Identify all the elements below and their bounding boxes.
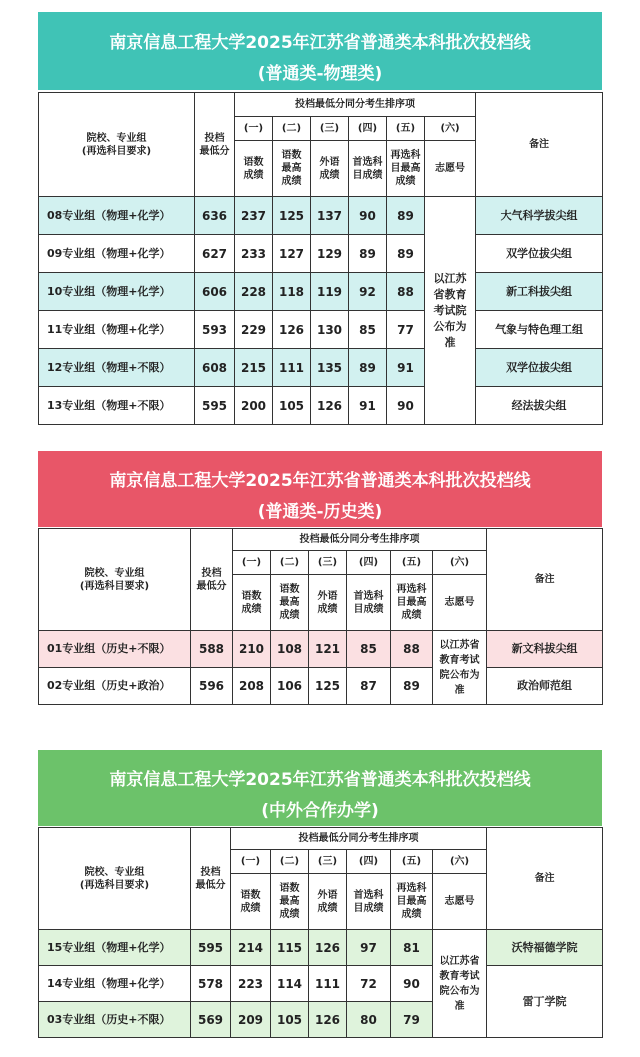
banner-joint <box>38 750 602 826</box>
header-sub: 首选科 目成绩 <box>347 575 391 631</box>
row-min-score: 608 <box>195 349 235 387</box>
row-score-3: 126 <box>309 1002 347 1038</box>
header-min-score: 投档 最低分 <box>195 93 235 197</box>
row-score-1: 215 <box>235 349 273 387</box>
row-score-4: 80 <box>347 1002 391 1038</box>
row-min-score: 636 <box>195 197 235 235</box>
row-score-5: 79 <box>391 1002 433 1038</box>
row-score-2: 108 <box>271 631 309 668</box>
header-sub: 志愿号 <box>425 141 476 197</box>
score-table <box>38 827 603 1038</box>
row-score-2: 125 <box>273 197 311 235</box>
header-num: (二) <box>273 117 311 141</box>
row-score-4: 89 <box>349 349 387 387</box>
row-note: 新工科拔尖组 <box>476 273 603 311</box>
row-min-score: 596 <box>191 668 233 705</box>
row-score-3: 126 <box>309 930 347 966</box>
header-min-score: 投档 最低分 <box>191 828 231 930</box>
row-score-2: 115 <box>271 930 309 966</box>
header-num: (二) <box>271 551 309 575</box>
row-min-score: 578 <box>191 966 231 1002</box>
row-score-3: 119 <box>311 273 349 311</box>
header-num: (六) <box>433 850 487 874</box>
header-sub: 语数 成绩 <box>233 575 271 631</box>
row-group: 09专业组（物理+化学） <box>39 235 195 273</box>
row-score-1: 229 <box>235 311 273 349</box>
header-sub: 志愿号 <box>433 874 487 930</box>
row-min-score: 627 <box>195 235 235 273</box>
row-score-4: 87 <box>347 668 391 705</box>
row-score-2: 105 <box>273 387 311 425</box>
row-min-score: 569 <box>191 1002 231 1038</box>
header-num: (五) <box>391 850 433 874</box>
header-note: 备注 <box>476 93 603 197</box>
row-score-3: 129 <box>311 235 349 273</box>
header-note: 备注 <box>487 529 603 631</box>
table-title: 南京信息工程大学2025年江苏省普通类本科批次投档线 <box>109 33 531 53</box>
row-score-1: 237 <box>235 197 273 235</box>
table-subtitle: (中外合作办学) <box>261 801 379 821</box>
row-score-5: 88 <box>387 273 425 311</box>
row-score-1: 208 <box>233 668 271 705</box>
row-group: 03专业组（历史+不限） <box>39 1002 191 1038</box>
banner-history <box>38 451 602 527</box>
table-subtitle: (普通类-物理类) <box>257 64 383 84</box>
table-title: 南京信息工程大学2025年江苏省普通类本科批次投档线 <box>109 471 531 491</box>
header-num: (三) <box>309 850 347 874</box>
row-score-2: 118 <box>273 273 311 311</box>
row-note: 双学位拔尖组 <box>476 235 603 273</box>
merged-note: 以江苏省 教育考试 院公布为 准 <box>433 930 487 1038</box>
row-note: 新文科拔尖组 <box>487 631 603 668</box>
row-group: 12专业组（物理+不限） <box>39 349 195 387</box>
row-group: 13专业组（物理+不限） <box>39 387 195 425</box>
row-score-3: 121 <box>309 631 347 668</box>
header-num: (四) <box>349 117 387 141</box>
row-score-4: 85 <box>347 631 391 668</box>
header-min-score: 投档 最低分 <box>191 529 233 631</box>
header-tiebreak: 投档最低分同分考生排序项 <box>233 529 487 551</box>
header-num: (六) <box>425 117 476 141</box>
merged-note: 以江苏省 教育考试 院公布为 准 <box>433 631 487 705</box>
table-subtitle: (普通类-历史类) <box>257 502 383 522</box>
row-score-4: 72 <box>347 966 391 1002</box>
row-min-score: 595 <box>191 930 231 966</box>
row-score-2: 114 <box>271 966 309 1002</box>
row-min-score: 593 <box>195 311 235 349</box>
row-score-4: 90 <box>349 197 387 235</box>
row-group: 08专业组（物理+化学） <box>39 197 195 235</box>
header-tiebreak: 投档最低分同分考生排序项 <box>235 93 476 117</box>
row-group: 11专业组（物理+化学） <box>39 311 195 349</box>
header-num: (一) <box>231 850 271 874</box>
header-sub: 语数 成绩 <box>231 874 271 930</box>
row-score-5: 81 <box>391 930 433 966</box>
header-sub: 再选科 目最高 成绩 <box>391 575 433 631</box>
row-score-4: 91 <box>349 387 387 425</box>
row-group: 02专业组（历史+政治） <box>39 668 191 705</box>
row-score-1: 228 <box>235 273 273 311</box>
header-num: (二) <box>271 850 309 874</box>
score-table <box>38 92 603 425</box>
row-score-5: 91 <box>387 349 425 387</box>
header-group: 院校、专业组 (再选科目要求) <box>39 529 191 631</box>
row-score-4: 92 <box>349 273 387 311</box>
row-score-5: 88 <box>391 631 433 668</box>
row-score-3: 126 <box>311 387 349 425</box>
header-num: (一) <box>235 117 273 141</box>
row-score-1: 233 <box>235 235 273 273</box>
row-note: 大气科学拔尖组 <box>476 197 603 235</box>
header-num: (六) <box>433 551 487 575</box>
header-num: (一) <box>233 551 271 575</box>
table-title: 南京信息工程大学2025年江苏省普通类本科批次投档线 <box>109 770 531 790</box>
header-sub: 语数 最高 成绩 <box>273 141 311 197</box>
row-min-score: 588 <box>191 631 233 668</box>
header-num: (五) <box>387 117 425 141</box>
row-group: 01专业组（历史+不限） <box>39 631 191 668</box>
row-score-2: 127 <box>273 235 311 273</box>
header-group: 院校、专业组 (再选科目要求) <box>39 93 195 197</box>
header-group: 院校、专业组 (再选科目要求) <box>39 828 191 930</box>
row-score-5: 89 <box>391 668 433 705</box>
row-note: 气象与特色理工组 <box>476 311 603 349</box>
row-score-4: 89 <box>349 235 387 273</box>
header-sub: 首选科 目成绩 <box>349 141 387 197</box>
header-num: (四) <box>347 551 391 575</box>
row-score-1: 214 <box>231 930 271 966</box>
row-group: 14专业组（物理+化学） <box>39 966 191 1002</box>
row-min-score: 595 <box>195 387 235 425</box>
row-score-2: 106 <box>271 668 309 705</box>
row-min-score: 606 <box>195 273 235 311</box>
row-score-5: 89 <box>387 235 425 273</box>
row-group: 15专业组（物理+化学） <box>39 930 191 966</box>
row-group: 10专业组（物理+化学） <box>39 273 195 311</box>
row-score-5: 77 <box>387 311 425 349</box>
row-score-5: 90 <box>387 387 425 425</box>
row-score-1: 223 <box>231 966 271 1002</box>
row-score-1: 200 <box>235 387 273 425</box>
banner-physics <box>38 12 602 90</box>
row-score-3: 130 <box>311 311 349 349</box>
row-note: 沃特福德学院 <box>487 930 603 966</box>
row-score-5: 89 <box>387 197 425 235</box>
row-score-2: 126 <box>273 311 311 349</box>
header-sub: 语数 最高 成绩 <box>271 874 309 930</box>
header-num: (五) <box>391 551 433 575</box>
row-score-1: 209 <box>231 1002 271 1038</box>
header-sub: 志愿号 <box>433 575 487 631</box>
header-num: (三) <box>309 551 347 575</box>
header-sub: 外语 成绩 <box>311 141 349 197</box>
row-score-1: 210 <box>233 631 271 668</box>
row-score-4: 85 <box>349 311 387 349</box>
row-note: 政治师范组 <box>487 668 603 705</box>
row-score-4: 97 <box>347 930 391 966</box>
header-sub: 外语 成绩 <box>309 874 347 930</box>
row-score-3: 137 <box>311 197 349 235</box>
header-sub: 外语 成绩 <box>309 575 347 631</box>
row-score-2: 105 <box>271 1002 309 1038</box>
score-table <box>38 528 603 705</box>
header-sub: 再选科 目最高 成绩 <box>391 874 433 930</box>
header-sub: 首选科 目成绩 <box>347 874 391 930</box>
header-note: 备注 <box>487 828 603 930</box>
row-score-3: 135 <box>311 349 349 387</box>
row-score-3: 125 <box>309 668 347 705</box>
header-num: (四) <box>347 850 391 874</box>
merged-note: 以江苏 省教育 考试院 公布为 准 <box>425 197 476 425</box>
row-note: 雷丁学院 <box>487 966 603 1038</box>
row-score-3: 111 <box>309 966 347 1002</box>
header-num: (三) <box>311 117 349 141</box>
row-score-2: 111 <box>273 349 311 387</box>
header-sub: 再选科 目最高 成绩 <box>387 141 425 197</box>
row-score-5: 90 <box>391 966 433 1002</box>
row-note: 双学位拔尖组 <box>476 349 603 387</box>
header-sub: 语数 成绩 <box>235 141 273 197</box>
header-tiebreak: 投档最低分同分考生排序项 <box>231 828 487 850</box>
row-note: 经法拔尖组 <box>476 387 603 425</box>
header-sub: 语数 最高 成绩 <box>271 575 309 631</box>
